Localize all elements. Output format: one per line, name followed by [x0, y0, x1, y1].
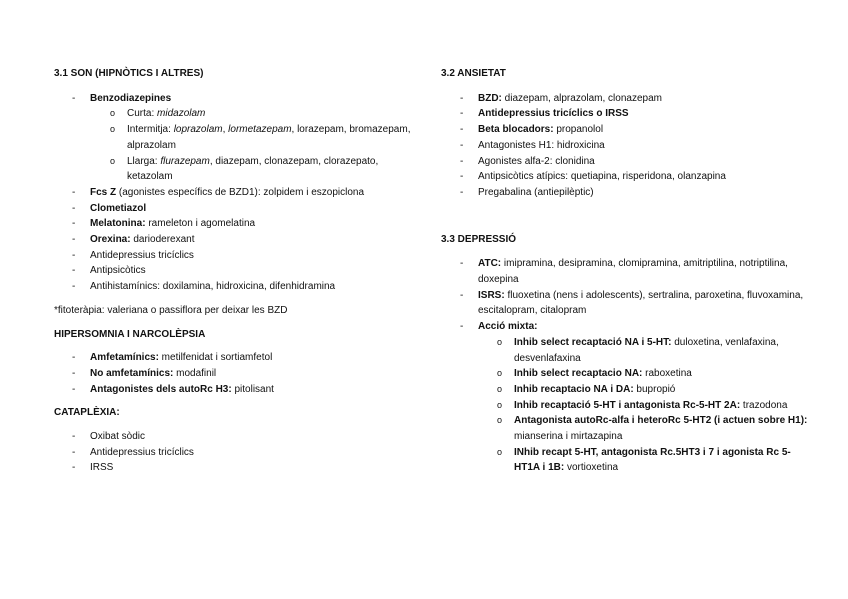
item-text: bupropió — [633, 383, 676, 395]
section-heading-depressio: 3.3 DEPRESSIÓ — [441, 233, 517, 245]
list-item — [54, 350, 424, 366]
sublist-item — [497, 335, 811, 366]
item-label: Inhib recaptació 5-HT i antagonista Rc-5-HT 2A: — [514, 399, 741, 411]
section-heading-son: 3.1 SON (HIPNÒTICS I ALTRES) — [54, 68, 204, 79]
list-item — [441, 288, 811, 319]
bzd-intermitja-rest: , lorazepam, bromazepam, alprazolam — [127, 124, 411, 151]
item-text: Pregabalina (antiepilèptic) — [478, 186, 594, 198]
list-item — [54, 263, 424, 279]
item-text: diazepam, alprazolam, clonazepam — [501, 92, 662, 104]
item-label: Amfetamínics: — [90, 352, 159, 364]
list-item — [54, 279, 424, 295]
item-text: Antagonistes H1: hidroxicina — [478, 139, 605, 151]
item-text: modafinil — [173, 367, 217, 379]
item-label: Inhib recaptacio NA i DA: — [514, 383, 634, 395]
bzd-intermitja-sep: , — [222, 124, 229, 136]
item-text: propanolol — [553, 124, 604, 136]
list-item — [441, 154, 811, 170]
list-item — [54, 366, 424, 382]
item-text: mianserina i mirtazapina — [514, 431, 623, 443]
accio-mixta-sublist — [497, 335, 811, 476]
bzd-intermitja-drug1: loprazolam — [173, 124, 223, 136]
antidep-text: Antidepressius tricíclics — [90, 249, 194, 261]
bzd-llarga-drug: flurazepam — [160, 155, 210, 167]
list-item — [441, 122, 811, 138]
bzd-sublist — [110, 106, 424, 185]
item-label: Inhib select recaptació NA i 5-HT: — [514, 336, 672, 348]
sublist-item — [497, 366, 811, 382]
list-item — [54, 201, 424, 217]
fcsz-text: (agonistes específics de BZD1): zolpidem i eszopiclona — [116, 186, 365, 198]
item-text: Antipsicòtics atípics: quetiapina, risperidona, olanzapina — [478, 171, 726, 183]
clometiazol-label: Clometiazol — [90, 202, 147, 214]
list-item — [441, 169, 811, 185]
atc-text: imipramina, desipramina, clomipramina, amitriptilina, notriptilina, doxepina — [478, 258, 788, 286]
item-text: pitolisant — [231, 383, 274, 395]
melatonina-label: Melatonina: — [90, 218, 146, 230]
isrs-label: ISRS: — [478, 289, 505, 301]
item-text: metilfenidat i sortiamfetol — [158, 352, 273, 364]
item-label: No amfetamínics: — [90, 367, 174, 379]
list-item: - Antidepressius tricíclics — [54, 445, 424, 461]
sublist-item — [497, 382, 811, 398]
item-text: Agonistes alfa-2: clonidina — [478, 155, 595, 167]
list-item: - IRSS — [54, 460, 424, 476]
bzd-curta-drug: midazolam — [157, 108, 206, 120]
list-item — [441, 185, 811, 201]
sublist-item — [497, 398, 811, 414]
fcsz-label: Fcs Z — [90, 186, 117, 198]
bzd-curta-label: Curta: — [127, 108, 158, 120]
list-item — [441, 138, 811, 154]
bzd-intermitja-label: Intermitja: — [127, 124, 174, 136]
son-list — [54, 91, 424, 295]
list-item: - Oxibat sòdic — [54, 429, 424, 445]
item-text: raboxetina — [642, 368, 692, 380]
list-item — [54, 248, 424, 264]
item-label: Antagonistes dels autoRc H3: — [90, 383, 232, 395]
right-column — [441, 66, 811, 476]
list-item — [54, 216, 424, 232]
sublist-item — [497, 445, 811, 476]
bzd-title: Benzodiazepines — [90, 92, 172, 104]
accio-mixta-label: Acció mixta: — [478, 321, 538, 333]
bzd-llarga-label: Llarga: — [127, 155, 161, 167]
left-column — [54, 66, 424, 476]
depressio-list — [441, 256, 811, 476]
sublist-item — [110, 122, 424, 153]
antihist-text: Antihistamínics: doxilamina, hidroxicina, difenhidramina — [90, 281, 336, 293]
orexina-text: darioderexant — [130, 234, 195, 246]
list-item — [441, 91, 811, 107]
ansietat-list — [441, 91, 811, 201]
isrs-text: fluoxetina (nens i adolescents), sertralina, paroxetina, fluvoxamina, escitalopram, citalopram — [478, 289, 804, 317]
item-label: Antidepressius tricíclics o IRSS — [478, 108, 629, 120]
sublist-item — [110, 154, 424, 185]
atc-label: ATC: — [478, 258, 502, 270]
list-item — [441, 256, 811, 287]
antipsic-text: Antipsicòtics — [90, 265, 146, 277]
list-item — [54, 91, 424, 185]
list-item — [54, 185, 424, 201]
sublist-item — [497, 413, 811, 444]
cataplexia-list — [54, 429, 424, 476]
section-heading-hipersomnia: HIPERSOMNIA I NARCOLÈPSIA — [54, 328, 206, 340]
bzd-intermitja-drug2: lormetazepam — [228, 124, 292, 136]
item-label: BZD: — [478, 92, 502, 104]
list-item — [441, 106, 811, 122]
item-label: Antagonista autoRc-alfa i heteroRc 5-HT2 (i actuen sobre H1): — [514, 415, 808, 427]
sublist-item — [110, 106, 424, 122]
bzd-llarga-rest: , diazepam, clonazepam, clorazepato, ketazolam — [127, 155, 379, 183]
melatonina-text: rameleton i agomelatina — [145, 218, 256, 230]
list-item — [54, 382, 424, 398]
list-item — [441, 319, 811, 476]
hipersomnia-list — [54, 350, 424, 397]
item-text: vortioxetina — [564, 462, 619, 474]
orexina-label: Orexina: — [90, 234, 131, 246]
section-heading-cataplexia: CATAPLÈXIA: — [54, 407, 120, 419]
item-label: Beta blocadors: — [478, 124, 554, 136]
item-text: trazodona — [740, 399, 788, 411]
fitoterapia-note: *fitoteràpia: valeriana o passiflora per deixar les BZD — [54, 304, 288, 316]
list-item — [54, 232, 424, 248]
item-text: duloxetina, venlafaxina, desvenlafaxina — [514, 336, 779, 364]
item-label: Inhib select recaptacio NA: — [514, 368, 643, 380]
item-label: INhib recapt 5-HT, antagonista Rc.5HT3 i 7 i agonista Rc 5-HT1A i 1B: — [514, 446, 791, 474]
section-heading-ansietat: 3.2 ANSIETAT — [441, 68, 506, 79]
